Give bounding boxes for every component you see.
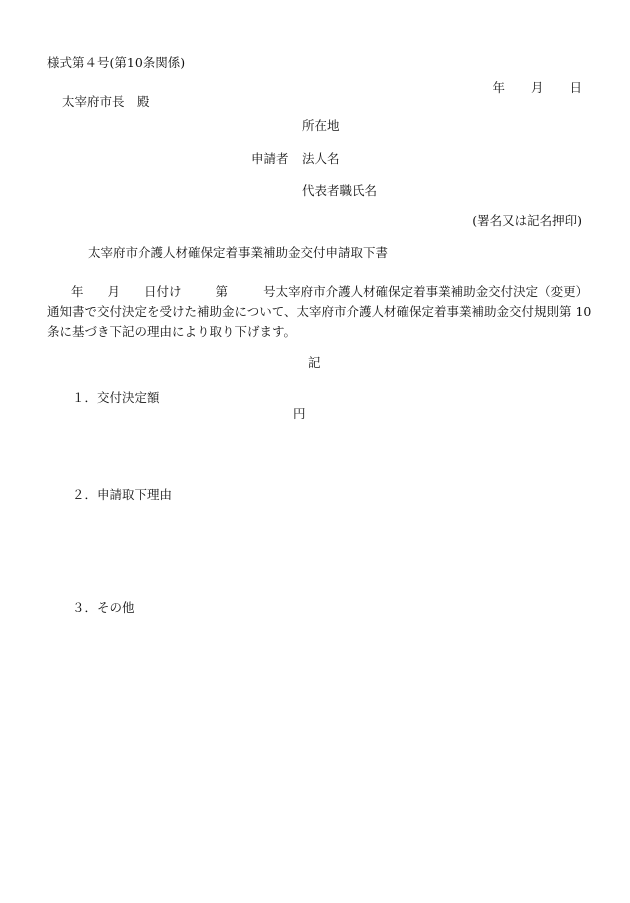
body-month: 月 <box>107 284 121 299</box>
signature-note: (署名又は記名押印) <box>472 213 582 228</box>
applicant-rep-label: 代表者職氏名 <box>302 183 378 198</box>
body-line-1 <box>47 282 589 302</box>
yen-label: 円 <box>293 406 306 421</box>
body-line-2: 通知書で交付決定を受けた補助金について、太宰府市介護人材確保定着事業補助金交付規則第 10 <box>47 304 592 319</box>
applicant-role-label: 申請者 <box>251 151 289 166</box>
item-grant-amount: １．交付決定額 <box>72 390 160 405</box>
form-number: 様式第４号(第10条関係) <box>47 55 186 70</box>
addressee: 太宰府市長 殿 <box>62 94 150 109</box>
applicant-address-label: 所在地 <box>302 118 340 133</box>
body-year: 年 <box>71 284 84 299</box>
body-dated: 日付け <box>144 284 182 299</box>
document-title: 太宰府市介護人材確保定着事業補助金交付申請取下書 <box>88 245 389 260</box>
date-month: 月 <box>530 80 544 95</box>
applicant-corp-label: 法人名 <box>302 151 340 166</box>
ki-heading: 記 <box>308 355 321 370</box>
item-other: ３．その他 <box>72 600 135 615</box>
date-line <box>492 82 582 95</box>
body-line-1-rest: 号太宰府市介護人材確保定着事業補助金交付決定（変更） <box>263 284 589 299</box>
item-withdrawal-reason: ２．申請取下理由 <box>72 487 173 502</box>
date-year: 年 <box>492 80 505 95</box>
date-day: 日 <box>569 80 582 95</box>
body-dai: 第 <box>215 284 229 299</box>
body-paragraph <box>47 282 592 342</box>
body-line-3: 条に基づき下記の理由により取り下げます。 <box>47 324 297 339</box>
